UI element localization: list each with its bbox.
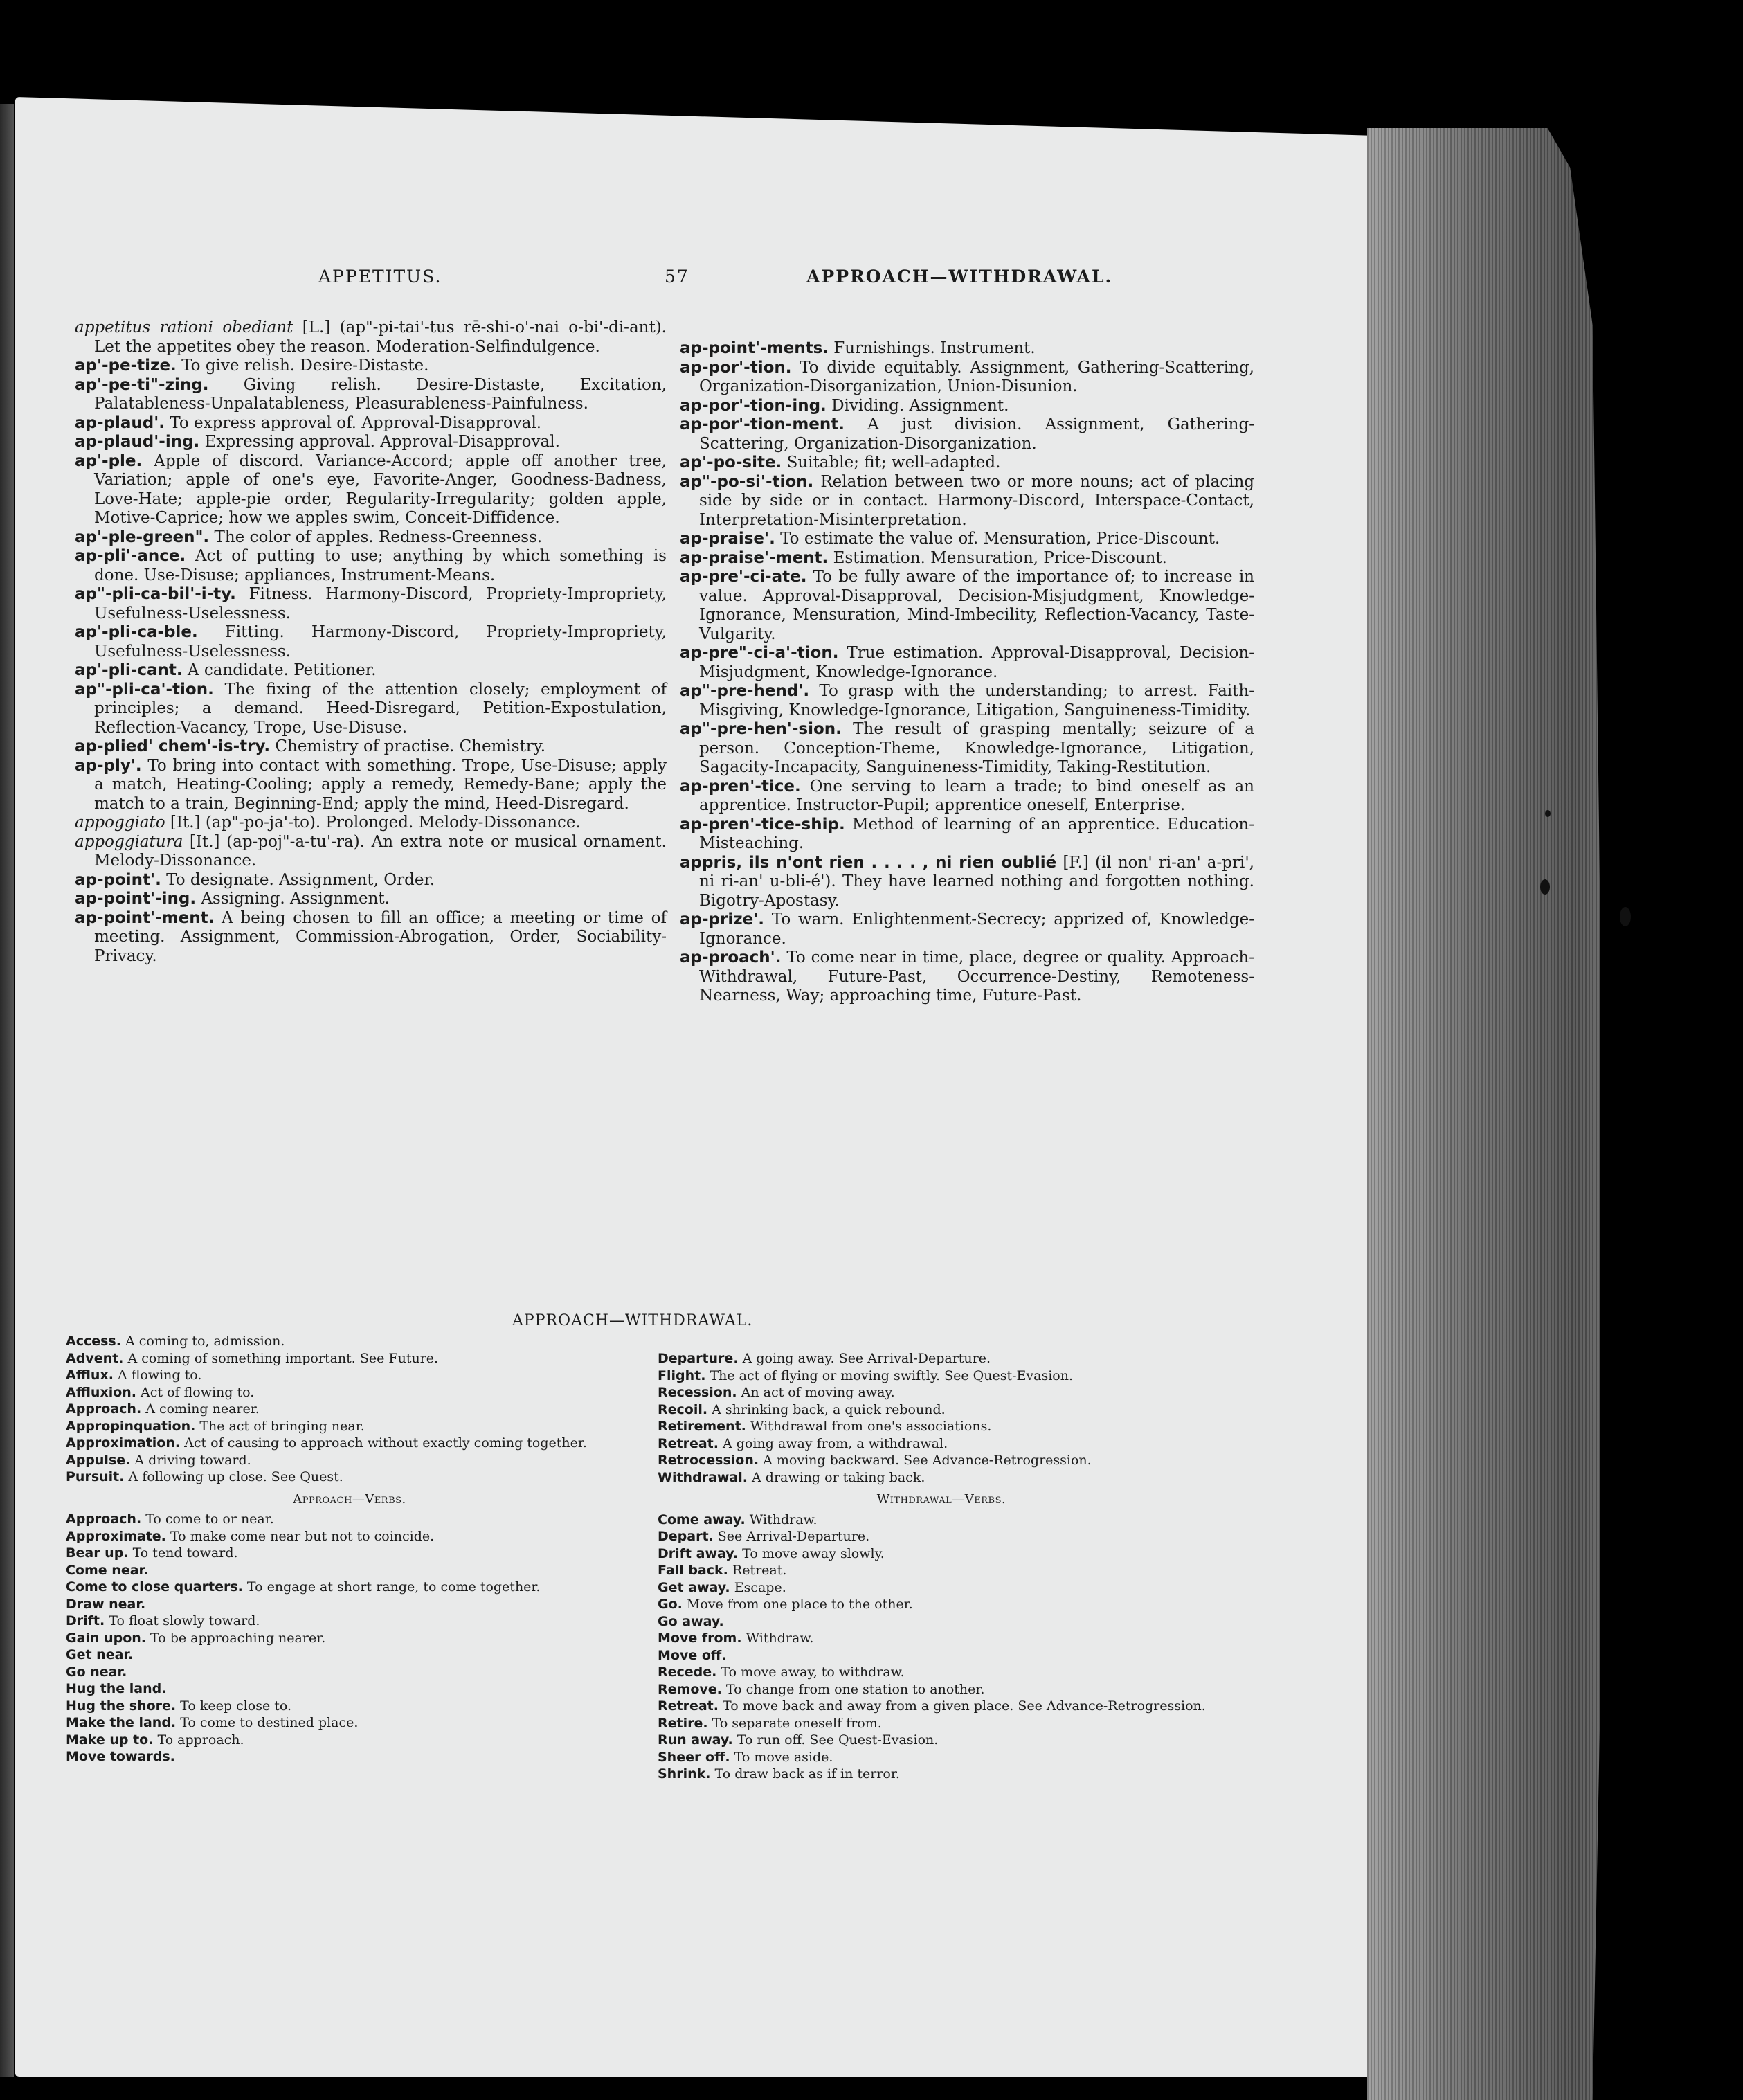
synonym-term: Come to close quarters. [66, 1579, 243, 1595]
entry-definition: Expressing approval. Approval-Disapproval. [199, 433, 560, 451]
dictionary-entry [75, 814, 667, 833]
entry-headword: ap-plied' chem'-is-try. [75, 737, 271, 755]
entry-headword: ap'-pli-ca-ble. [75, 623, 198, 641]
entry-definition: Chemistry of practise. Chemistry. [270, 737, 546, 755]
entry-definition: Method of learning of an apprentice. Education-Misteaching. [699, 815, 1254, 852]
synonym-definition: To come to destined place. [176, 1715, 359, 1730]
synonym-term: Retrocession. [658, 1453, 759, 1468]
synonym-entry [66, 1401, 633, 1418]
synonym-entry [66, 1384, 633, 1401]
entry-headword: ap"-po-si'-tion. [680, 472, 814, 491]
entry-headword: ap'-pe-ti"-zing. [75, 375, 209, 394]
dictionary-entry [75, 585, 667, 623]
synonym-entry [658, 1435, 1225, 1453]
synonym-definition: A shrinking back, a quick rebound. [707, 1401, 946, 1417]
synonym-entry [658, 1715, 1225, 1732]
synonym-term: Appropinquation. [66, 1418, 196, 1434]
entry-definition: One serving to learn a trade; to bind oneself as an apprentice. Instructor-Pupil; apprentice oneself, Enterprise. [699, 777, 1254, 814]
synonym-definition: A coming nearer. [141, 1401, 260, 1417]
dictionary-entry [680, 415, 1254, 454]
dictionary-entry [75, 832, 667, 871]
synonym-definition: To move aside. [730, 1749, 833, 1765]
running-head-right: APPROACH—WITHDRAWAL. [806, 267, 1113, 287]
synonym-definition: To separate oneself from. [707, 1715, 882, 1731]
dictionary-entry [75, 413, 667, 433]
synonym-definition: To move away slowly. [738, 1545, 885, 1561]
synonym-definition: An act of moving away. [737, 1385, 895, 1400]
synonym-definition: The act of bringing near. [195, 1418, 365, 1434]
synonym-definition: To run off. See Quest-Evasion. [732, 1732, 939, 1748]
synonym-definition: To keep close to. [176, 1698, 292, 1714]
synonym-entry [66, 1613, 633, 1630]
synonym-term: Recession. [658, 1385, 737, 1400]
running-head-left: APPETITUS. [318, 267, 442, 287]
synonym-entry [658, 1664, 1225, 1681]
synonym-entry [66, 1545, 633, 1562]
synonym-entry [66, 1469, 633, 1486]
synonym-term: Afflux. [66, 1367, 114, 1383]
synonym-term: Fall back. [658, 1563, 728, 1578]
synonym-term: Depart. [658, 1529, 714, 1544]
dictionary-entry [75, 756, 667, 814]
synonym-term: Gain upon. [66, 1630, 146, 1646]
synonym-entry [66, 1452, 633, 1469]
synonym-term: Access. [66, 1334, 121, 1349]
dictionary-entry [75, 623, 667, 661]
scan-speck [1545, 810, 1551, 817]
synonym-term: Approach. [66, 1401, 142, 1417]
entry-headword: ap-pre"-ci-a'-tion. [680, 644, 839, 662]
entry-headword: ap-ply'. [75, 756, 142, 775]
synonym-term: Go. [658, 1597, 683, 1612]
entry-headword: ap-point'-ing. [75, 890, 197, 908]
entry-definition: [L.] (ap"-pi-tai'-tus rē-shi-o'-nai o-bi'-di-ant). Let the appetites obey the reason. Moderation-Selfindulgence. [94, 318, 667, 356]
entry-headword: ap'-pli-cant. [75, 661, 183, 679]
entry-definition: To give relish. Desire-Distaste. [176, 357, 429, 375]
synonym-entry [658, 1350, 1225, 1367]
synonym-entry [66, 1367, 633, 1384]
synonym-entry [658, 1528, 1225, 1545]
synonym-definition: A coming of something important. See Future. [123, 1350, 439, 1366]
entry-definition: [F.] (il non' ri-an' a-pri', ni ri-an' u-bli-é'). They have learned nothing and forgotten nothing. Bigotry-Apostasy. [699, 853, 1254, 910]
dictionary-entry [680, 910, 1254, 949]
synonym-definition: Act of flowing to. [136, 1384, 255, 1400]
synonym-term: Move towards. [66, 1749, 175, 1764]
synonym-term: Bear up. [66, 1545, 129, 1561]
synonym-entry [66, 1596, 633, 1613]
entry-definition: To be fully aware of the importance of; to increase in value. Approval-Disapproval, Decision-Misjudgment, Knowledge-Ignorance, Mensuration, Mind-Imbecility, Reflection-Vacancy, Taste-Vulgarity. [699, 568, 1254, 643]
synonym-term: Advent. [66, 1350, 124, 1366]
entry-headword: ap-praise'-ment. [680, 548, 829, 567]
synonym-entry [658, 1384, 1225, 1401]
dictionary-entry [680, 548, 1254, 568]
entry-definition: [It.] (ap"-po-ja'-to). Prolonged. Melody-Dissonance. [165, 814, 581, 832]
synonym-entry [658, 1766, 1225, 1783]
synonym-entry [66, 1511, 633, 1528]
page-number: 57 [665, 267, 689, 287]
synonym-entry [66, 1630, 633, 1647]
synonym-definition: A going away. See Arrival-Departure. [738, 1351, 991, 1366]
synonym-definition: To tend toward. [128, 1545, 238, 1561]
synonym-definition: Act of causing to approach without exactly coming together. [180, 1435, 587, 1451]
dictionary-entry [680, 454, 1254, 473]
synonym-definition: Move from one place to the other. [682, 1597, 913, 1612]
synonym-entry [658, 1630, 1225, 1647]
synonym-term: Get near. [66, 1647, 134, 1662]
synonym-entry [658, 1452, 1225, 1469]
scan-speck [1540, 879, 1550, 895]
entry-definition: To grasp with the understanding; to arrest. Faith-Misgiving, Knowledge-Ignorance, Litigation, Sanguineness-Timidity. [699, 682, 1254, 719]
synonym-term: Affluxion. [66, 1384, 137, 1400]
dictionary-entry [680, 644, 1254, 682]
entry-definition: Apple of discord. Variance-Accord; apple off another tree, Variation; apple of one's eye, Favorite-Anger, Goodness-Badness, Love-Hate; apple-pie order, Regularity-Irregularity; golden apple, Motive-Caprice; how we apples swim, Conceit-Diffidence. [94, 451, 667, 527]
dictionary-entry [75, 870, 667, 890]
synonym-term: Approach. [66, 1511, 142, 1527]
synonym-definition: To move back and away from a given place. See Advance-Retrogression. [718, 1698, 1206, 1714]
synonym-term: Hug the shore. [66, 1698, 177, 1714]
synonym-definition: To be approaching nearer. [146, 1630, 326, 1646]
entry-headword: appetitus rationi obediant [75, 318, 293, 336]
synonym-entry [658, 1579, 1225, 1597]
synonym-entry [66, 1732, 633, 1749]
synonym-term: Approximate. [66, 1528, 166, 1544]
synonym-entry [66, 1714, 633, 1732]
dictionary-entry [75, 318, 667, 357]
synonym-term: Drift away. [658, 1545, 739, 1561]
synonym-term: Retire. [658, 1715, 708, 1731]
synonym-definition: A moving backward. See Advance-Retrogression. [759, 1453, 1092, 1468]
synonym-term: Shrink. [658, 1766, 711, 1782]
entry-headword: ap-pren'-tice. [680, 777, 801, 796]
entry-headword: ap'-ple-green". [75, 528, 210, 546]
dictionary-entry [75, 737, 667, 757]
synonym-entry [66, 1698, 633, 1715]
synonym-term: Flight. [658, 1367, 706, 1383]
entry-headword: ap"-pli-ca-bil'-i-ty. [75, 585, 236, 603]
dictionary-entry [75, 890, 667, 909]
entry-definition: Suitable; fit; well-adapted. [782, 454, 1001, 472]
synonym-term: Remove. [658, 1681, 722, 1697]
dictionary-entry [680, 358, 1254, 397]
synonym-term: Move from. [658, 1631, 742, 1646]
synonym-term: Appulse. [66, 1452, 131, 1468]
synonym-definition: A flowing to. [113, 1367, 202, 1383]
entry-definition: Estimation. Mensuration, Price-Discount. [828, 548, 1167, 567]
dictionary-entry [75, 661, 667, 681]
synonym-entry [658, 1469, 1225, 1487]
synonym-term: Pursuit. [66, 1469, 125, 1484]
dictionary-entry [75, 528, 667, 548]
synonym-definition: To float slowly toward. [105, 1613, 260, 1628]
synonym-entry [658, 1418, 1225, 1435]
synonym-entry [66, 1579, 633, 1596]
synonym-definition: Escape. [730, 1579, 786, 1595]
book-spine [0, 104, 14, 2077]
entry-definition: A candidate. Petitioner. [182, 661, 377, 679]
synonym-entry [66, 1333, 633, 1350]
entry-headword: ap-praise'. [680, 530, 775, 548]
entry-headword: ap-por'-tion. [680, 358, 792, 377]
approach-verbs-heading: Approach—Verbs. [293, 1491, 406, 1507]
synonym-definition: To change from one station to another. [721, 1681, 985, 1697]
synonym-entry [66, 1646, 633, 1664]
section-title: APPROACH—WITHDRAWAL. [512, 1312, 753, 1329]
synonym-term: Recede. [658, 1664, 717, 1680]
synonym-entry [658, 1732, 1225, 1749]
withdrawal-verbs-heading: Withdrawal—Verbs. [876, 1492, 1006, 1507]
dictionary-entry [680, 949, 1254, 1006]
entry-headword: ap'-pe-tize. [75, 357, 177, 375]
synonym-term: Hug the land. [66, 1681, 167, 1696]
synonym-definition: A going away from, a withdrawal. [718, 1435, 948, 1451]
entry-definition: The fixing of the attention closely; employment of principles; a demand. Heed-Disregard, Petition-Expostulation, Reflection-Vacancy, Trope, Use-Disuse. [94, 680, 667, 737]
synonym-entry [66, 1680, 633, 1698]
dictionary-entry [75, 680, 667, 738]
entry-headword: ap"-pre-hen'-sion. [680, 720, 842, 738]
entry-definition: Furnishings. Instrument. [829, 339, 1036, 357]
entry-definition: The result of grasping mentally; seizure of a person. Conception-Theme, Knowledge-Ignorance, Litigation, Sagacity-Incapacity, Sanguineness-Timidity, Taking-Restitution. [699, 720, 1254, 776]
synonym-definition: A driving toward. [130, 1452, 251, 1468]
entry-headword: ap-pre'-ci-ate. [680, 568, 807, 586]
entry-headword: ap'-po-site. [680, 454, 782, 472]
synonym-term: Drift. [66, 1613, 105, 1628]
entry-definition: To designate. Assignment, Order. [161, 870, 435, 889]
synonym-term: Go away. [658, 1613, 724, 1629]
withdrawal-nouns-list [658, 1350, 1225, 1486]
entry-headword: ap-point'. [75, 870, 161, 889]
synonym-definition: See Arrival-Departure. [713, 1529, 870, 1544]
synonym-definition: A following up close. See Quest. [124, 1469, 343, 1484]
entry-definition: [It.] (ap-poj"-a-tu'-ra). An extra note or musical ornament. Melody-Dissonance. [94, 832, 667, 870]
synonym-term: Run away. [658, 1732, 733, 1748]
dictionary-entry [680, 530, 1254, 549]
synonym-definition: Withdraw. [745, 1511, 818, 1527]
synonym-definition: A drawing or taking back. [747, 1469, 925, 1485]
entry-definition: A being chosen to fill an office; a meeting or time of meeting. Assignment, Commission-Abrogation, Order, Sociability-Privacy. [94, 908, 667, 965]
synonym-entry [658, 1511, 1225, 1529]
synonym-definition: Retreat. [728, 1563, 787, 1578]
synonym-term: Make the land. [66, 1715, 177, 1730]
synonym-term: Sheer off. [658, 1749, 730, 1765]
synonym-entry [658, 1367, 1225, 1385]
dictionary-entry [680, 682, 1254, 720]
synonym-definition: The act of flying or moving swiftly. See Quest-Evasion. [705, 1367, 1074, 1383]
synonym-term: Come near. [66, 1562, 149, 1578]
dictionary-entry [680, 853, 1254, 911]
synonym-term: Withdrawal. [658, 1469, 748, 1485]
dictionary-entry [75, 451, 667, 528]
synonym-entry [658, 1613, 1225, 1631]
entry-definition: Giving relish. Desire-Distaste, Excitation, Palatableness-Unpalatableness, Pleasurableness-Painfulness. [94, 375, 667, 413]
synonym-term: Make up to. [66, 1732, 154, 1748]
approach-verbs-list [66, 1511, 633, 1766]
synonym-term: Go near. [66, 1664, 127, 1680]
dictionary-entry [680, 568, 1254, 644]
synonym-term: Recoil. [658, 1401, 708, 1417]
synonym-term: Move off. [658, 1647, 727, 1663]
synonym-entry [66, 1435, 633, 1452]
scan-speck [1620, 907, 1631, 926]
entry-definition: To warn. Enlightenment-Secrecy; apprized of, Knowledge-Ignorance. [699, 910, 1254, 948]
entry-headword: ap-pren'-tice-ship. [680, 815, 845, 834]
dictionary-entry [75, 433, 667, 452]
synonym-entry [658, 1681, 1225, 1698]
dictionary-entry [680, 472, 1254, 530]
synonym-term: Come away. [658, 1511, 746, 1527]
entry-headword: ap-point'-ments. [680, 339, 829, 357]
synonym-term: Get away. [658, 1579, 730, 1595]
dictionary-entry [680, 720, 1254, 778]
synonym-definition: Withdrawal from one's associations. [746, 1419, 992, 1434]
synonym-term: Retirement. [658, 1419, 746, 1434]
synonym-entry [658, 1562, 1225, 1579]
synonym-definition: To draw back as if in terror. [710, 1766, 900, 1782]
entry-definition: To come near in time, place, degree or quality. Approach-Withdrawal, Future-Past, Occurrence-Destiny, Remoteness-Nearness, Way; approaching time, Future-Past. [699, 949, 1254, 1005]
dictionary-entry [680, 339, 1254, 359]
synonym-term: Retreat. [658, 1435, 719, 1451]
approach-section [66, 1333, 633, 1766]
synonym-entry [66, 1562, 633, 1579]
entry-headword: ap"-pre-hend'. [680, 682, 810, 700]
entry-headword: ap-plaud'. [75, 413, 165, 432]
synonym-entry [658, 1647, 1225, 1664]
synonym-entry [66, 1418, 633, 1435]
synonym-entry [66, 1350, 633, 1367]
withdrawal-section [658, 1350, 1225, 1783]
dictionary-entry [680, 777, 1254, 816]
approach-nouns-list [66, 1333, 633, 1486]
entry-definition: Act of putting to use; anything by which something is done. Use-Disuse; appliances, Instrument-Means. [94, 547, 667, 584]
entry-definition: The color of apples. Redness-Greenness. [209, 528, 543, 546]
entry-headword: ap-plaud'-ing. [75, 433, 200, 451]
synonym-definition: To approach. [153, 1732, 244, 1748]
entry-headword: ap-por'-tion-ing. [680, 396, 827, 415]
entry-definition: To express approval of. Approval-Disapproval. [165, 413, 542, 432]
page-fore-edge [1367, 128, 1743, 2100]
entry-definition: Dividing. Assignment. [826, 396, 1009, 415]
entry-headword: ap'-ple. [75, 451, 143, 470]
dictionary-entry [75, 375, 667, 414]
entry-definition: To bring into contact with something. Trope, Use-Disuse; apply a match, Heating-Cooling; apply a remedy, Remedy-Bane; apply the match to a train, Beginning-End; apply the mind, Heed-Disregard. [94, 756, 667, 813]
synonym-definition: To come to or near. [141, 1511, 274, 1527]
left-column [75, 318, 667, 966]
entry-headword: appris, ils n'ont rien . . . . , ni rien oublié [680, 853, 1057, 872]
right-column [680, 339, 1254, 1006]
dictionary-entry [680, 815, 1254, 854]
entry-headword: ap"-pli-ca'-tion. [75, 680, 214, 699]
entry-definition: Fitness. Harmony-Discord, Propriety-Impropriety, Usefulness-Uselessness. [94, 585, 667, 622]
entry-headword: appoggiatura [75, 832, 183, 851]
synonym-definition: A coming to, admission. [120, 1334, 285, 1349]
dictionary-entry [75, 547, 667, 585]
synonym-term: Draw near. [66, 1596, 146, 1612]
entry-definition: Fitting. Harmony-Discord, Propriety-Impropriety, Usefulness-Uselessness. [94, 623, 667, 661]
synonym-entry [66, 1748, 633, 1766]
synonym-entry [658, 1596, 1225, 1613]
synonym-definition: Withdraw. [741, 1631, 814, 1646]
withdrawal-verbs-list [658, 1511, 1225, 1783]
entry-headword: ap-proach'. [680, 949, 782, 967]
entry-definition: True estimation. Approval-Disapproval, Decision-Misjudgment, Knowledge-Ignorance. [699, 644, 1254, 681]
dictionary-entry [75, 357, 667, 376]
entry-headword: appoggiato [75, 814, 165, 832]
entry-definition: To divide equitably. Assignment, Gathering-Scattering, Organization-Disorganization, Union-Disunion. [699, 358, 1254, 395]
entry-headword: ap-pli'-ance. [75, 547, 186, 565]
synonym-term: Retreat. [658, 1698, 719, 1714]
synonym-entry [66, 1528, 633, 1545]
synonym-entry [658, 1749, 1225, 1766]
entry-headword: ap-por'-tion-ment. [680, 415, 845, 433]
entry-headword: ap-prize'. [680, 910, 764, 928]
entry-definition: A just division. Assignment, Gathering-Scattering, Organization-Disorganization. [699, 415, 1254, 453]
dictionary-entry [680, 396, 1254, 416]
synonym-entry [658, 1545, 1225, 1563]
synonym-definition: To make come near but not to coincide. [165, 1528, 435, 1544]
entry-definition: Assigning. Assignment. [196, 890, 390, 908]
entry-definition: Relation between two or more nouns; act of placing side by side or in contact. Harmony-Discord, Interspace-Contact, Interpretation-Misinterpretation. [699, 472, 1254, 529]
synonym-entry [658, 1698, 1225, 1715]
entry-definition: To estimate the value of. Mensuration, Price-Discount. [775, 530, 1220, 548]
synonym-entry [658, 1401, 1225, 1419]
synonym-entry [66, 1664, 633, 1681]
synonym-term: Departure. [658, 1351, 739, 1366]
entry-headword: ap-point'-ment. [75, 908, 215, 927]
dictionary-entry [75, 908, 667, 967]
synonym-definition: To engage at short range, to come together. [242, 1579, 541, 1595]
synonym-definition: To move away, to withdraw. [716, 1664, 905, 1680]
synonym-term: Approximation. [66, 1435, 181, 1451]
